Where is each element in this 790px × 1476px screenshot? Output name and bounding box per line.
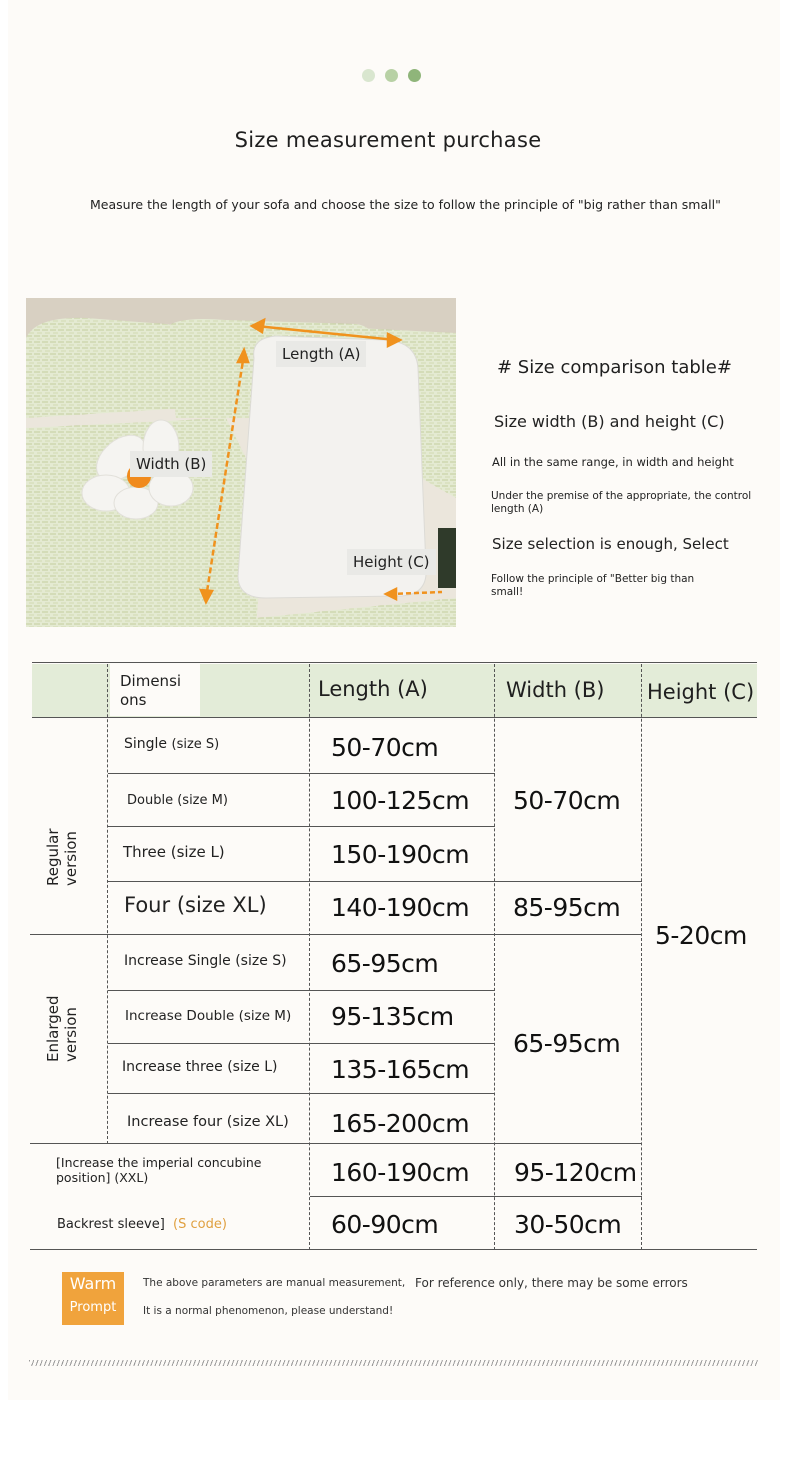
header-length (318, 672, 428, 706)
length-single: 50-70cm (331, 732, 439, 762)
header-height (647, 675, 754, 709)
row-label-inc-single (124, 950, 287, 972)
row-size: (size L) (170, 843, 225, 861)
decorative-divider (29, 1360, 759, 1366)
page-subtitle: Measure the length of your sofa and choose the size to follow the principle of "big rather than small" (90, 197, 721, 212)
info-line-2: All in the same range, in width and height (492, 455, 734, 469)
size-table-heading: # Size comparison table# (497, 357, 732, 378)
header-dimensions-text: Dimensi ons (120, 672, 182, 709)
row-size: (size L) (227, 1059, 278, 1075)
dot-3 (408, 69, 421, 82)
sofa-illustration (26, 298, 456, 627)
row-size: (size S) (171, 736, 220, 752)
length-double: 100-125cm (331, 785, 470, 815)
row-size: (size M) (177, 792, 228, 808)
width-enlarged: 65-95cm (513, 1028, 621, 1058)
dot-1 (362, 69, 375, 82)
width-regular: 50-70cm (513, 785, 621, 815)
row-size: (size XL) (176, 893, 267, 917)
row-label-three (123, 841, 225, 863)
length-xxl: 160-190cm (331, 1157, 470, 1187)
rule-r1 (108, 773, 495, 774)
row-label-single (124, 733, 219, 755)
rule-r2 (108, 826, 495, 827)
height-all: 5-20cm (655, 920, 747, 950)
row-size: (size XL) (226, 1114, 289, 1130)
length-three: 150-190cm (331, 839, 470, 869)
rule-header (32, 717, 757, 718)
row-name: Increase Double (125, 1008, 235, 1024)
row-size: (size M) (238, 1008, 292, 1024)
info-line-3: Under the premise of the appropriate, the control length (A) (491, 490, 752, 515)
width-xxl: 95-120cm (514, 1157, 637, 1187)
length-backrest: 60-90cm (331, 1209, 439, 1239)
note-line-2: It is a normal phenomenon, please understand! (143, 1305, 394, 1317)
header-height-text: Height (C) (647, 680, 755, 704)
width-backrest: 30-50cm (514, 1209, 622, 1239)
row-size: (S code) (173, 1216, 227, 1232)
group-regular: Regular version (44, 778, 88, 886)
page-title: Size measurement purchase (234, 128, 542, 152)
row-name: Four (124, 893, 171, 917)
row-label-four (124, 890, 267, 920)
height-c-label: Height (C) (347, 549, 436, 575)
note-line-1a: The above parameters are manual measurement, (143, 1277, 406, 1289)
length-inc-single: 65-95cm (331, 948, 439, 978)
row-name: Double (127, 792, 174, 808)
col-divider-3 (494, 664, 495, 1250)
carousel-dots (362, 69, 421, 82)
rule-r8 (30, 1143, 642, 1144)
header-length-text: Length (A) (318, 677, 428, 701)
row-label-inc-three (122, 1056, 278, 1078)
row-label-xxl (56, 1155, 296, 1185)
row-name: [Increase the imperial concubine position] (XXL) (56, 1155, 262, 1185)
row-label-double (127, 789, 228, 811)
rule-r6 (108, 1043, 495, 1044)
warm-line-1: Warm (69, 1274, 117, 1293)
row-label-inc-double (125, 1005, 291, 1027)
length-a-label: Length (A) (276, 341, 366, 367)
header-dimensions (120, 670, 205, 712)
header-width (506, 673, 604, 707)
rule-r7 (108, 1093, 495, 1094)
sofa-measurement-photo (26, 298, 456, 627)
info-line-4: Size selection is enough, Select (492, 535, 729, 553)
width-b-label: Width (B) (130, 451, 212, 477)
row-size: (size S) (235, 953, 287, 969)
note-line-1b: For reference only, there may be some errors (415, 1276, 688, 1290)
row-name: Increase three (122, 1059, 223, 1075)
warm-prompt-badge (62, 1272, 124, 1325)
info-line-5: Follow the principle of "Better big than small! (491, 573, 695, 598)
rule-r3 (108, 881, 642, 882)
width-four: 85-95cm (513, 892, 621, 922)
length-inc-three: 135-165cm (331, 1054, 470, 1084)
length-four: 140-190cm (331, 892, 470, 922)
col-divider-1 (107, 664, 108, 1144)
col-divider-2 (309, 664, 310, 1250)
row-name: Backrest sleeve] (57, 1216, 165, 1232)
header-width-text: Width (B) (506, 678, 605, 702)
info-line-1: Size width (B) and height (C) (494, 412, 725, 431)
warm-line-2: Prompt (69, 1300, 117, 1315)
row-label-backrest (57, 1213, 227, 1235)
col-divider-4 (641, 664, 642, 1250)
row-name: Increase Single (124, 953, 231, 969)
group-enlarged: Enlarged version (44, 990, 88, 1062)
rule-top (32, 662, 757, 663)
rule-r5 (108, 990, 495, 991)
row-name: Increase four (127, 1114, 223, 1130)
row-name: Three (123, 843, 166, 861)
rule-r9 (310, 1196, 642, 1197)
dot-2 (385, 69, 398, 82)
rule-group (30, 934, 642, 935)
row-name: Single (124, 736, 168, 752)
row-label-inc-four (127, 1111, 289, 1133)
rule-bottom (30, 1249, 757, 1250)
length-inc-four: 165-200cm (331, 1108, 470, 1138)
length-inc-double: 95-135cm (331, 1001, 454, 1031)
